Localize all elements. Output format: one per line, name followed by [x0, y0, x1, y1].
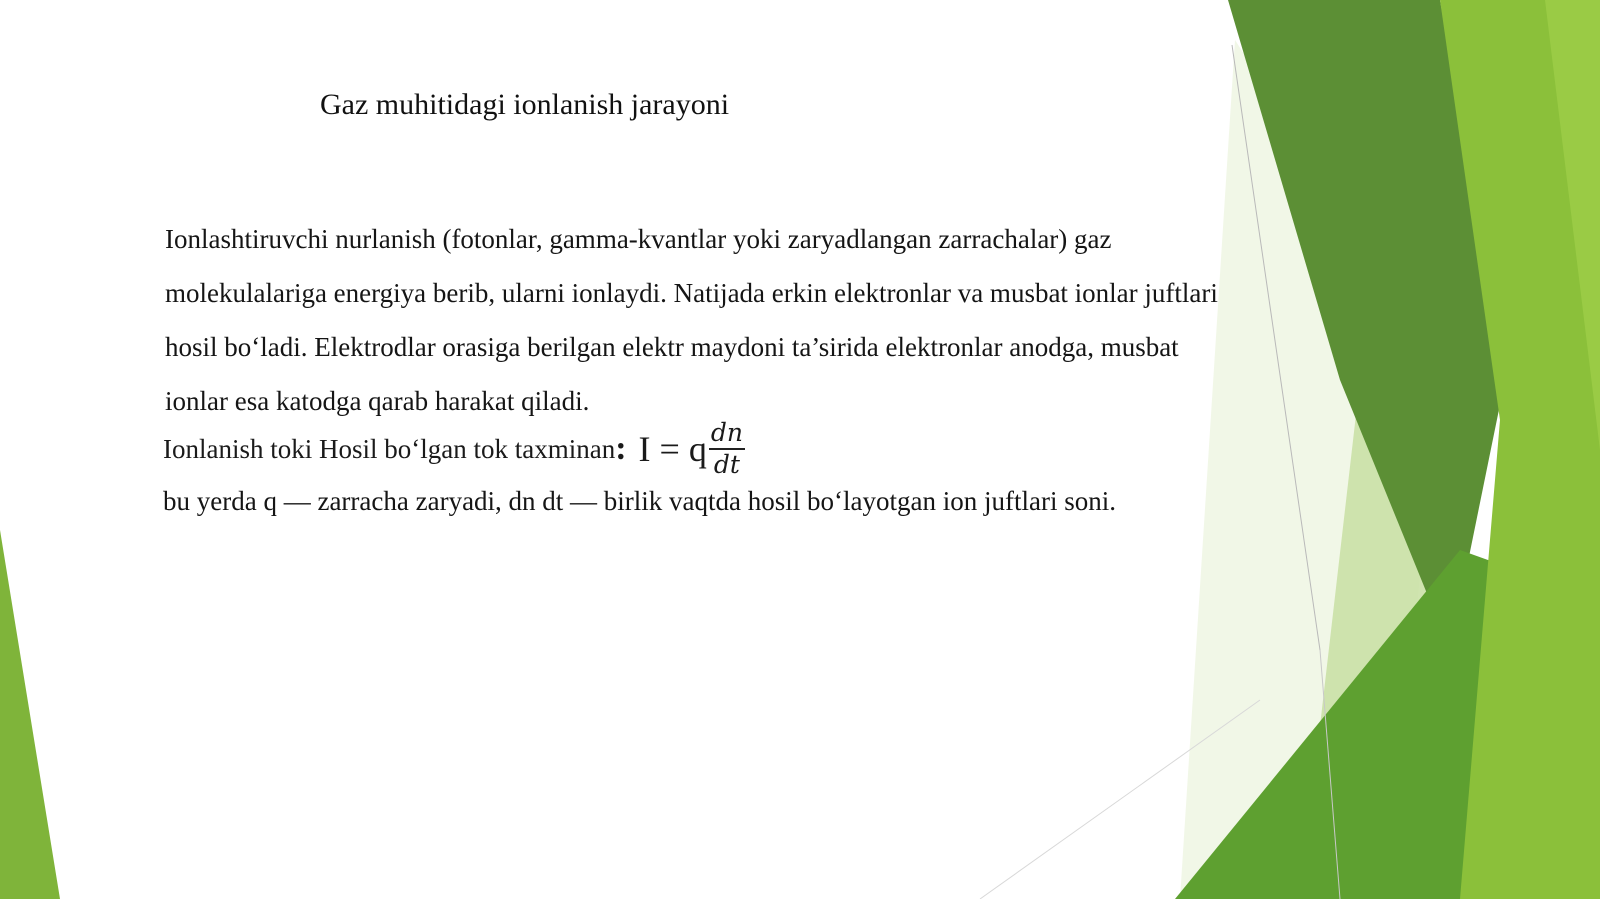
paragraph-line: Ionlashtiruvchi nurlanish (fotonlar, gamma-kvantlar yoki zaryadlangan zarrachalar) gaz — [165, 224, 1112, 254]
fraction-numerator: dn — [709, 418, 745, 450]
formula-label: Ionlanish toki Hosil bo‘lgan tok taxminan — [163, 433, 616, 464]
paragraph-line: ionlar esa katodga qarab harakat qiladi. — [165, 386, 590, 416]
paragraph-line: hosil bo‘ladi. Elektrodlar orasiga berilgan elektr maydoni ta’sirida elektronlar anodga, musbat — [165, 332, 1179, 362]
fraction-denominator: dt — [713, 450, 740, 479]
slide-title: Gaz muhitidagi ionlanish jarayoni — [320, 88, 730, 121]
formula-line — [163, 418, 745, 480]
formula-fraction — [709, 418, 745, 480]
left-green-facet — [0, 530, 60, 899]
body-paragraph — [165, 212, 1345, 428]
paragraph-line: molekulalariga energiya berib, ularni ionlaydi. Natijada erkin elektronlar va musbat ionlar juftlari — [165, 278, 1218, 308]
formula-lhs: I = q — [638, 429, 707, 469]
explanation-text: bu yerda q — zarracha zaryadi, dn dt — birlik vaqtda hosil bo‘layotgan ion juftlari soni. — [163, 486, 1116, 516]
formula-colon: : — [615, 430, 627, 467]
